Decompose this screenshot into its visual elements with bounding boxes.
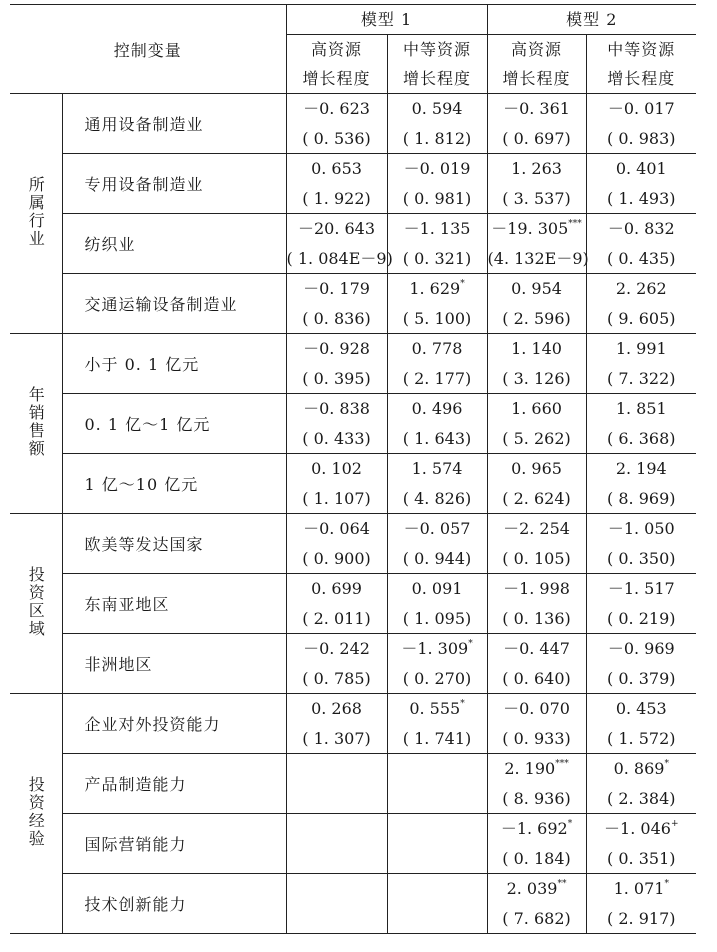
standard-error-cell bbox=[286, 424, 387, 454]
standard-error-cell bbox=[586, 484, 696, 514]
coefficient-value: 0. 091 bbox=[411, 579, 463, 598]
coefficient-cell bbox=[286, 334, 387, 365]
category-label bbox=[10, 94, 62, 334]
coefficient-cell bbox=[586, 394, 696, 425]
coefficient-value: 1. 660 bbox=[511, 399, 562, 418]
standard-error-cell bbox=[286, 664, 387, 694]
standard-error-value: ( 1. 812) bbox=[402, 129, 472, 148]
standard-error-cell bbox=[586, 844, 696, 874]
coefficient-cell bbox=[586, 814, 696, 845]
category-label bbox=[10, 514, 62, 694]
coefficient-cell bbox=[487, 754, 586, 785]
table-header bbox=[10, 5, 696, 94]
standard-error-value: ( 0. 697) bbox=[502, 129, 571, 148]
standard-error-value: ( 2. 177) bbox=[402, 369, 472, 388]
model-2-heading: 模型 2 bbox=[487, 5, 696, 35]
standard-error-value: ( 0. 184) bbox=[502, 849, 571, 868]
coefficient-cell bbox=[286, 154, 387, 185]
standard-error-cell bbox=[387, 844, 487, 874]
standard-error-cell bbox=[286, 844, 387, 874]
standard-error-value: ( 4. 826) bbox=[402, 489, 472, 508]
coefficient-cell bbox=[286, 694, 387, 725]
table-row bbox=[10, 334, 696, 365]
standard-error-value: ( 8. 969) bbox=[607, 489, 676, 508]
standard-error-value: ( 0. 270) bbox=[402, 669, 472, 688]
coefficient-cell bbox=[487, 154, 586, 185]
coefficient-value: 2. 194 bbox=[615, 459, 667, 478]
standard-error-cell bbox=[487, 544, 586, 574]
variable-label: 欧美等发达国家 bbox=[62, 514, 286, 574]
standard-error-cell bbox=[286, 604, 387, 634]
coefficient-cell bbox=[387, 874, 487, 905]
coefficient-value: 0. 954 bbox=[511, 279, 562, 298]
standard-error-value: ( 1. 095) bbox=[402, 609, 472, 628]
table-row bbox=[10, 214, 696, 245]
standard-error-cell bbox=[487, 604, 586, 634]
significance-marker: * bbox=[567, 818, 573, 829]
coefficient-value: －1. 135 bbox=[403, 219, 471, 238]
coefficient-value: 0. 401 bbox=[615, 159, 667, 178]
standard-error-value: ( 2. 917) bbox=[607, 909, 676, 928]
coefficient-cell bbox=[487, 274, 586, 305]
coefficient-value: 1. 574 bbox=[411, 459, 463, 478]
standard-error-cell bbox=[586, 244, 696, 274]
model-1-heading: 模型 1 bbox=[286, 5, 487, 35]
table-row bbox=[10, 94, 696, 125]
variable-label: 技术创新能力 bbox=[62, 874, 286, 934]
significance-marker: ** bbox=[557, 878, 567, 889]
variable-label: 0. 1 亿～1 亿元 bbox=[62, 394, 286, 454]
coefficient-cell bbox=[487, 814, 586, 845]
table-row bbox=[10, 574, 696, 605]
coefficient-cell bbox=[387, 394, 487, 425]
standard-error-value: ( 0. 640) bbox=[502, 669, 571, 688]
table-row bbox=[10, 634, 696, 665]
variable-label: 纺织业 bbox=[62, 214, 286, 274]
standard-error-cell bbox=[586, 364, 696, 394]
table-row bbox=[10, 514, 696, 545]
standard-error-value: ( 2. 624) bbox=[502, 489, 571, 508]
standard-error-cell bbox=[586, 544, 696, 574]
table-body bbox=[10, 94, 696, 934]
coefficient-value: －0. 179 bbox=[303, 279, 370, 298]
standard-error-cell bbox=[286, 124, 387, 154]
coefficient-value: －0. 623 bbox=[303, 99, 370, 118]
standard-error-value: ( 2. 596) bbox=[502, 309, 571, 328]
standard-error-value: ( 0. 379) bbox=[607, 669, 676, 688]
coefficient-value: 1. 140 bbox=[511, 339, 562, 358]
standard-error-cell bbox=[387, 244, 487, 274]
significance-marker: * bbox=[460, 698, 465, 709]
standard-error-value: ( 0. 321) bbox=[402, 249, 472, 268]
standard-error-value: ( 6. 368) bbox=[607, 429, 676, 448]
coefficient-cell bbox=[487, 694, 586, 725]
significance-marker: *** bbox=[555, 758, 569, 769]
standard-error-cell bbox=[586, 664, 696, 694]
coefficient-value: －1. 046 bbox=[604, 819, 671, 838]
standard-error-cell bbox=[387, 724, 487, 754]
coefficient-cell bbox=[586, 214, 696, 245]
coefficient-value: －0. 361 bbox=[503, 99, 570, 118]
coefficient-value: －0. 057 bbox=[403, 519, 471, 538]
coefficient-value: 1. 263 bbox=[511, 159, 562, 178]
coefficient-cell bbox=[586, 514, 696, 545]
subcol-2-line1: 中等资源 bbox=[387, 35, 487, 65]
table-row bbox=[10, 394, 696, 425]
coefficient-value: 2. 039 bbox=[506, 879, 558, 898]
standard-error-cell bbox=[387, 484, 487, 514]
standard-error-value: ( 0. 136) bbox=[502, 609, 571, 628]
standard-error-cell bbox=[286, 484, 387, 514]
standard-error-value: ( 7. 322) bbox=[607, 369, 676, 388]
table-row bbox=[10, 454, 696, 485]
table-row bbox=[10, 274, 696, 305]
standard-error-value: ( 0. 351) bbox=[607, 849, 676, 868]
standard-error-value: ( 0. 219) bbox=[607, 609, 676, 628]
significance-marker: *** bbox=[568, 218, 582, 229]
coefficient-cell bbox=[487, 214, 586, 245]
variable-label: 专用设备制造业 bbox=[62, 154, 286, 214]
coefficient-value: －0. 969 bbox=[607, 639, 675, 658]
coefficient-value: －0. 242 bbox=[303, 639, 370, 658]
table-row bbox=[10, 874, 696, 905]
standard-error-cell bbox=[487, 184, 586, 214]
standard-error-cell bbox=[487, 664, 586, 694]
coefficient-cell bbox=[387, 214, 487, 245]
standard-error-cell bbox=[586, 904, 696, 934]
coefficient-cell bbox=[387, 754, 487, 785]
category-text: 投资经验 bbox=[26, 775, 46, 848]
coefficient-cell bbox=[487, 94, 586, 125]
standard-error-cell bbox=[487, 724, 586, 754]
coefficient-cell bbox=[487, 334, 586, 365]
coefficient-cell bbox=[586, 94, 696, 125]
variable-label: 非洲地区 bbox=[62, 634, 286, 694]
standard-error-value: ( 9. 605) bbox=[607, 309, 676, 328]
variable-label: 东南亚地区 bbox=[62, 574, 286, 634]
standard-error-cell bbox=[286, 724, 387, 754]
subcol-3-line1: 高资源 bbox=[487, 35, 586, 65]
standard-error-cell bbox=[286, 184, 387, 214]
standard-error-cell bbox=[487, 364, 586, 394]
table-row bbox=[10, 154, 696, 185]
standard-error-value: ( 3. 537) bbox=[502, 189, 571, 208]
category-text: 年销售额 bbox=[26, 385, 46, 458]
coefficient-cell bbox=[487, 874, 586, 905]
standard-error-cell bbox=[286, 904, 387, 934]
coefficient-value: 0. 102 bbox=[311, 459, 362, 478]
coefficient-cell bbox=[286, 814, 387, 845]
significance-marker: * bbox=[468, 638, 473, 649]
significance-marker: + bbox=[670, 818, 679, 829]
standard-error-value: ( 5. 100) bbox=[402, 309, 472, 328]
coefficient-value: －0. 017 bbox=[607, 99, 675, 118]
standard-error-value: ( 1. 084E－9) bbox=[286, 249, 393, 268]
category-text: 投资区域 bbox=[26, 565, 46, 638]
coefficient-cell bbox=[586, 334, 696, 365]
coefficient-value: 0. 453 bbox=[615, 699, 667, 718]
coefficient-value: 0. 778 bbox=[411, 339, 463, 358]
coefficient-cell bbox=[286, 394, 387, 425]
coefficient-value: －0. 070 bbox=[503, 699, 570, 718]
coefficient-cell bbox=[286, 454, 387, 485]
coefficient-value: －20. 643 bbox=[297, 219, 376, 238]
coefficient-value: 2. 262 bbox=[615, 279, 667, 298]
standard-error-cell bbox=[487, 124, 586, 154]
standard-error-cell bbox=[387, 664, 487, 694]
standard-error-value: ( 2. 011) bbox=[302, 609, 371, 628]
standard-error-cell bbox=[286, 304, 387, 334]
standard-error-cell bbox=[286, 544, 387, 574]
coefficient-value: －1. 309 bbox=[401, 639, 469, 658]
subcol-4-line2: 增长程度 bbox=[586, 64, 696, 94]
coefficient-value: 0. 699 bbox=[311, 579, 362, 598]
subcol-3-line2: 增长程度 bbox=[487, 64, 586, 94]
standard-error-value: ( 0. 536) bbox=[302, 129, 371, 148]
table-row bbox=[10, 754, 696, 785]
subcol-1-line1: 高资源 bbox=[286, 35, 387, 65]
coefficient-value: 0. 496 bbox=[411, 399, 463, 418]
standard-error-cell bbox=[586, 184, 696, 214]
coefficient-cell bbox=[286, 274, 387, 305]
coefficient-value: 1. 071 bbox=[613, 879, 665, 898]
standard-error-value: ( 5. 262) bbox=[502, 429, 571, 448]
coefficient-cell bbox=[387, 694, 487, 725]
coefficient-value: －1. 998 bbox=[503, 579, 570, 598]
coefficient-value: 1. 991 bbox=[615, 339, 667, 358]
coefficient-value: －1. 050 bbox=[607, 519, 675, 538]
coefficient-value: －0. 838 bbox=[303, 399, 370, 418]
standard-error-cell bbox=[387, 544, 487, 574]
coefficient-cell bbox=[387, 574, 487, 605]
category-label bbox=[10, 694, 62, 934]
table-row bbox=[10, 694, 696, 725]
coefficient-cell bbox=[387, 454, 487, 485]
standard-error-cell bbox=[487, 784, 586, 814]
standard-error-value: ( 1. 643) bbox=[402, 429, 472, 448]
standard-error-cell bbox=[586, 604, 696, 634]
coefficient-cell bbox=[286, 754, 387, 785]
standard-error-value: ( 0. 350) bbox=[607, 549, 676, 568]
variable-label: 产品制造能力 bbox=[62, 754, 286, 814]
standard-error-cell bbox=[586, 784, 696, 814]
coefficient-value: －0. 064 bbox=[303, 519, 370, 538]
coefficient-cell bbox=[387, 274, 487, 305]
standard-error-cell bbox=[586, 424, 696, 454]
coefficient-value: 0. 555 bbox=[409, 699, 461, 718]
standard-error-cell bbox=[487, 844, 586, 874]
standard-error-value: ( 7. 682) bbox=[502, 909, 571, 928]
variable-label: 交通运输设备制造业 bbox=[62, 274, 286, 334]
coefficient-cell bbox=[487, 514, 586, 545]
standard-error-cell bbox=[286, 784, 387, 814]
standard-error-cell bbox=[586, 724, 696, 754]
standard-error-value: ( 1. 493) bbox=[607, 189, 676, 208]
coefficient-cell bbox=[586, 634, 696, 665]
coefficient-cell bbox=[387, 814, 487, 845]
coefficient-cell bbox=[487, 574, 586, 605]
coefficient-value: 0. 869 bbox=[613, 759, 665, 778]
standard-error-cell bbox=[387, 124, 487, 154]
standard-error-value: ( 1. 741) bbox=[402, 729, 472, 748]
coefficient-cell bbox=[286, 874, 387, 905]
coefficient-value: 2. 190 bbox=[504, 759, 556, 778]
subcol-2-line2: 增长程度 bbox=[387, 64, 487, 94]
standard-error-value: ( 1. 307) bbox=[302, 729, 371, 748]
standard-error-value: ( 1. 572) bbox=[607, 729, 676, 748]
variable-label: 企业对外投资能力 bbox=[62, 694, 286, 754]
standard-error-cell bbox=[387, 364, 487, 394]
coefficient-cell bbox=[586, 754, 696, 785]
standard-error-cell bbox=[387, 904, 487, 934]
standard-error-value: ( 0. 105) bbox=[502, 549, 571, 568]
standard-error-cell bbox=[487, 304, 586, 334]
standard-error-value: ( 0. 433) bbox=[302, 429, 371, 448]
coefficient-cell bbox=[586, 694, 696, 725]
variable-label: 国际营销能力 bbox=[62, 814, 286, 874]
standard-error-value: ( 8. 936) bbox=[502, 789, 571, 808]
coefficient-cell bbox=[387, 634, 487, 665]
standard-error-value: ( 0. 900) bbox=[302, 549, 371, 568]
regression-table bbox=[10, 4, 696, 934]
coefficient-cell bbox=[286, 214, 387, 245]
coefficient-cell bbox=[487, 634, 586, 665]
significance-marker: * bbox=[664, 878, 669, 889]
standard-error-value: ( 0. 933) bbox=[502, 729, 571, 748]
control-variables-heading: 控制变量 bbox=[10, 5, 286, 94]
standard-error-value: ( 1. 922) bbox=[302, 189, 371, 208]
coefficient-value: 0. 594 bbox=[411, 99, 463, 118]
standard-error-value: ( 1. 107) bbox=[302, 489, 371, 508]
standard-error-cell bbox=[586, 304, 696, 334]
standard-error-cell bbox=[387, 784, 487, 814]
standard-error-value: ( 0. 435) bbox=[607, 249, 676, 268]
coefficient-cell bbox=[586, 874, 696, 905]
subcol-4-line1: 中等资源 bbox=[586, 35, 696, 65]
standard-error-cell bbox=[387, 184, 487, 214]
standard-error-cell bbox=[487, 904, 586, 934]
coefficient-cell bbox=[387, 94, 487, 125]
coefficient-cell bbox=[387, 334, 487, 365]
standard-error-value: ( 0. 395) bbox=[302, 369, 371, 388]
standard-error-value: ( 2. 384) bbox=[607, 789, 676, 808]
variable-label: 通用设备制造业 bbox=[62, 94, 286, 154]
standard-error-value: ( 0. 836) bbox=[302, 309, 371, 328]
coefficient-cell bbox=[487, 454, 586, 485]
coefficient-cell bbox=[387, 514, 487, 545]
coefficient-cell bbox=[586, 274, 696, 305]
coefficient-value: 1. 851 bbox=[615, 399, 667, 418]
standard-error-cell bbox=[487, 484, 586, 514]
standard-error-value: ( 0. 983) bbox=[607, 129, 676, 148]
coefficient-value: －2. 254 bbox=[503, 519, 570, 538]
significance-marker: * bbox=[460, 278, 465, 289]
standard-error-cell bbox=[387, 424, 487, 454]
standard-error-cell bbox=[487, 244, 589, 274]
significance-marker: * bbox=[664, 758, 669, 769]
standard-error-cell bbox=[487, 424, 586, 454]
coefficient-cell bbox=[586, 454, 696, 485]
coefficient-value: 0. 653 bbox=[311, 159, 362, 178]
standard-error-cell bbox=[286, 364, 387, 394]
coefficient-value: －0. 447 bbox=[503, 639, 570, 658]
table-row bbox=[10, 814, 696, 845]
coefficient-cell bbox=[286, 574, 387, 605]
coefficient-cell bbox=[286, 634, 387, 665]
coefficient-value: 1. 629 bbox=[409, 279, 461, 298]
coefficient-value: －0. 832 bbox=[607, 219, 675, 238]
coefficient-cell bbox=[586, 154, 696, 185]
coefficient-value: 0. 965 bbox=[511, 459, 562, 478]
variable-label: 小于 0. 1 亿元 bbox=[62, 334, 286, 394]
coefficient-value: －1. 692 bbox=[500, 819, 568, 838]
coefficient-value: －1. 517 bbox=[607, 579, 675, 598]
category-text: 所属行业 bbox=[26, 175, 46, 248]
coefficient-cell bbox=[586, 574, 696, 605]
coefficient-cell bbox=[387, 154, 487, 185]
standard-error-value: ( 3. 126) bbox=[502, 369, 571, 388]
coefficient-value: 0. 268 bbox=[311, 699, 362, 718]
coefficient-value: －19. 305 bbox=[491, 219, 569, 238]
standard-error-value: ( 0. 785) bbox=[302, 669, 371, 688]
standard-error-value: ( 0. 944) bbox=[402, 549, 472, 568]
standard-error-cell bbox=[586, 124, 696, 154]
standard-error-value: ( 0. 981) bbox=[402, 189, 472, 208]
category-label bbox=[10, 334, 62, 514]
standard-error-cell bbox=[387, 304, 487, 334]
coefficient-cell bbox=[286, 94, 387, 125]
subcol-1-line2: 增长程度 bbox=[286, 64, 387, 94]
coefficient-cell bbox=[487, 394, 586, 425]
standard-error-value: (4. 132E－9) bbox=[487, 249, 589, 268]
coefficient-value: －0. 019 bbox=[403, 159, 471, 178]
variable-label: 1 亿～10 亿元 bbox=[62, 454, 286, 514]
coefficient-value: －0. 928 bbox=[303, 339, 370, 358]
coefficient-cell bbox=[286, 514, 387, 545]
standard-error-cell bbox=[286, 244, 393, 274]
standard-error-cell bbox=[387, 604, 487, 634]
